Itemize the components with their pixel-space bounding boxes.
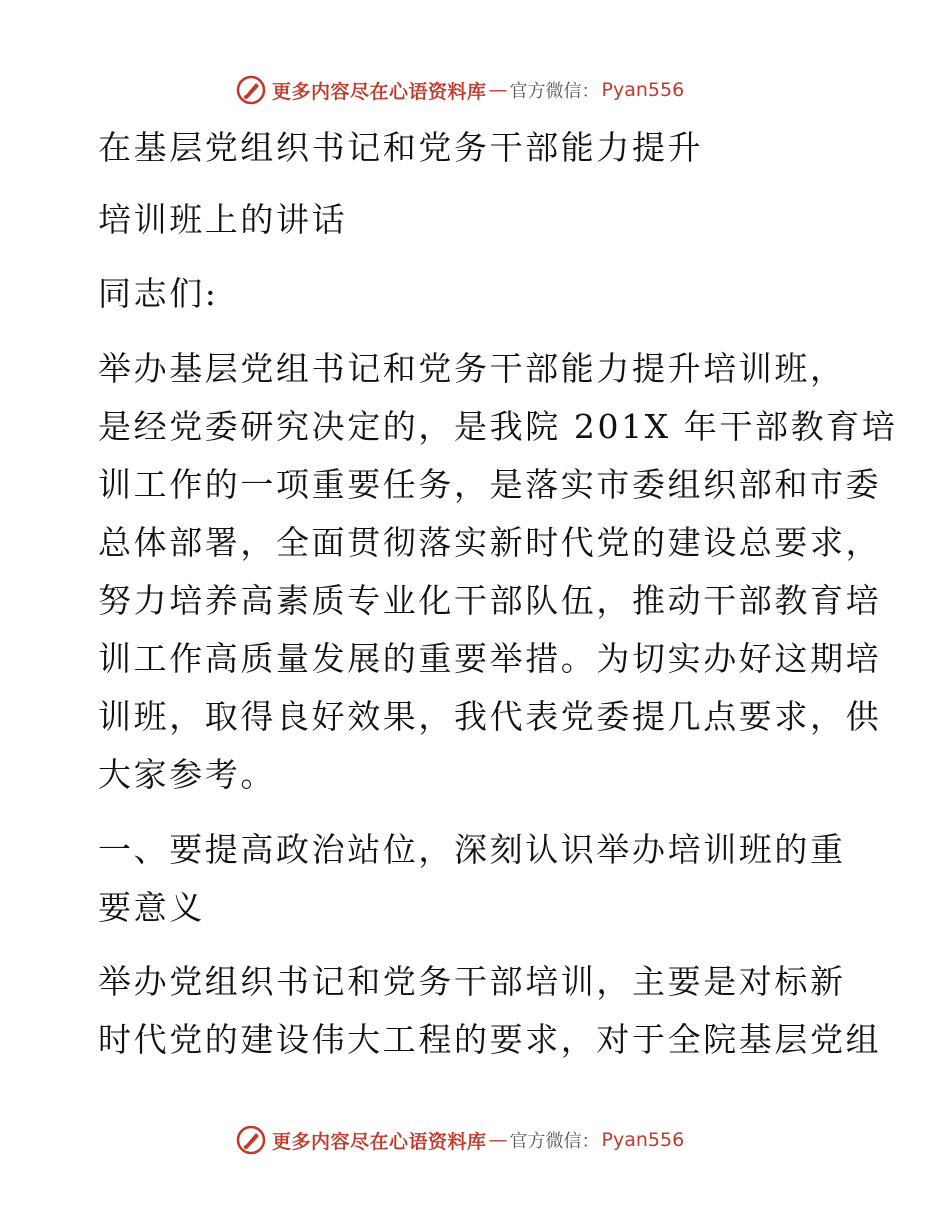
watermark-label: 官方微信：	[509, 1131, 600, 1152]
logo-icon	[236, 75, 266, 105]
watermark-id: Pyan556	[601, 79, 685, 101]
paragraph-1-line: 训工作的一项重要任务，是落实市委组织部和市委	[98, 465, 882, 504]
document-title-line-2: 培训班上的讲话	[98, 200, 348, 239]
section-heading-line: 要意义	[98, 888, 205, 927]
paragraph-1-line: 大家参考。	[98, 755, 276, 794]
paragraph-1-line: 总体部署，全面贯彻落实新时代党的建设总要求，	[98, 523, 882, 562]
watermark-dash: —	[488, 1129, 508, 1151]
watermark-id: Pyan556	[601, 1129, 685, 1151]
logo-icon	[236, 1125, 266, 1155]
paragraph-2-line: 举办党组织书记和党务干部培训，主要是对标新	[98, 962, 846, 1001]
paragraph-1-line: 努力培养高素质专业化干部队伍，推动干部教育培	[98, 581, 882, 620]
watermark-text: 更多内容尽在心语资料库	[272, 80, 487, 103]
section-heading-line: 一、要提高政治站位，深刻认识举办培训班的重	[98, 830, 846, 869]
paragraph-1-line: 是经党委研究决定的，是我院 201X 年干部教育培	[98, 407, 898, 446]
paragraph-1-line: 训工作高质量发展的重要举措。为切实办好这期培	[98, 639, 882, 678]
watermark-dash: —	[488, 79, 508, 101]
paragraph-2-line: 时代党的建设伟大工程的要求，对于全院基层党组	[98, 1020, 882, 1059]
watermark-label: 官方微信：	[509, 81, 600, 102]
document-title-line-1: 在基层党组织书记和党务干部能力提升	[98, 128, 704, 167]
salutation: 同志们:	[98, 274, 219, 313]
watermark-text: 更多内容尽在心语资料库	[272, 1130, 487, 1153]
footer-watermark	[236, 1123, 684, 1157]
paragraph-1-line: 举办基层党组书记和党务干部能力提升培训班，	[98, 349, 846, 388]
paragraph-1-line: 训班，取得良好效果，我代表党委提几点要求，供	[98, 697, 882, 736]
header-watermark	[236, 73, 684, 107]
